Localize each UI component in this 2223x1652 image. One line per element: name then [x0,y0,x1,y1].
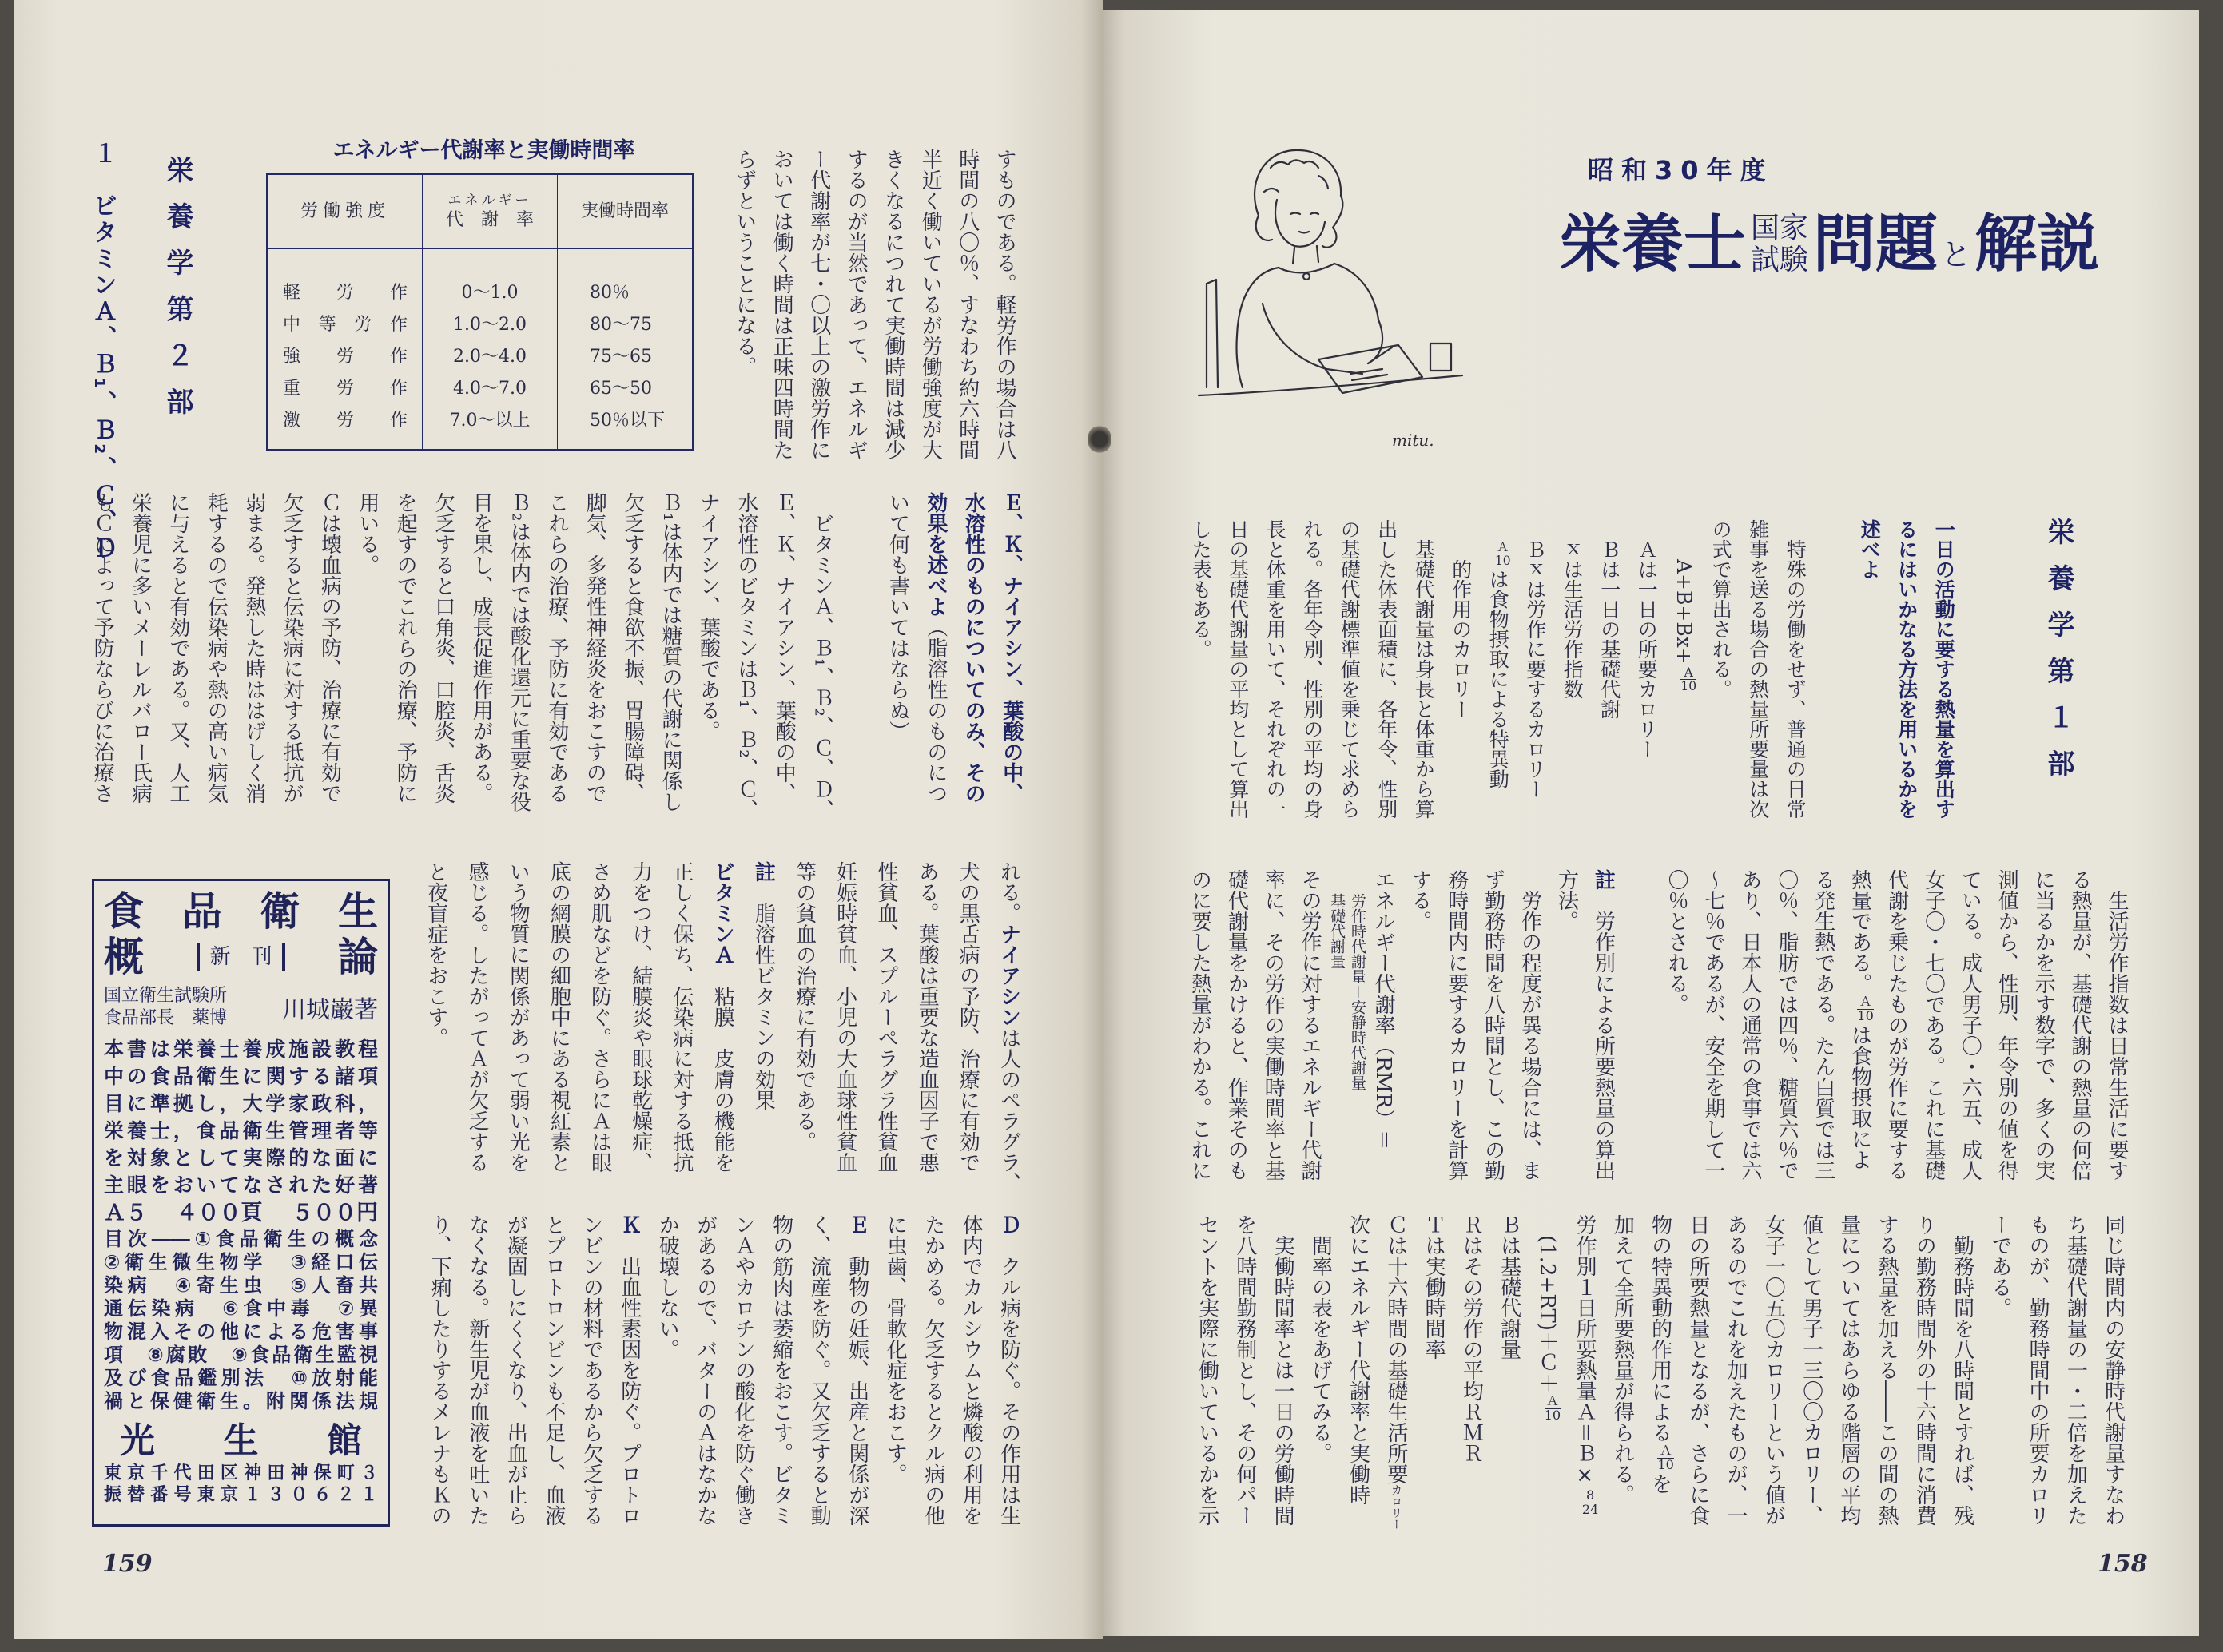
text-segment: 熱量である。 [1847,869,1872,994]
header-energy-line2: 代 謝 率 [445,209,534,230]
working-time-rate-cell: 80～75 [558,307,694,339]
text-column: とプロトロンビンも不足し、血液 [541,1214,566,1526]
text-column: Ｂは一日の基礎代謝 [1597,519,1621,719]
article-title [1559,206,2099,283]
text-column: 耗するので伝染病や熱の高い病気 [204,492,229,804]
fraction-numerator: 8 [1582,1489,1599,1503]
fraction-denominator: 基礎代謝量 [1328,893,1346,969]
metabolism-rate-cell: 2.0～4.0 [423,339,558,371]
affiliation-line: 国立衛生試験所 [104,986,228,1006]
text-column: に虫歯、骨軟化症をおこす。 [883,1214,908,1484]
ad-contents [104,1228,378,1413]
text-column: ｘは生活労作指数 [1561,519,1585,699]
section-header: 栄養学第２部 [161,156,193,434]
text-column: Ｅ、Ｋ、ナイアシン、葉酸の中、 [772,492,797,804]
text-column: 測値から、性別、年令別の値を得 [1994,869,2019,1181]
ad-line: を対象として実際的な面に [104,1146,378,1170]
emphasis-text: Ｄ [996,1214,1021,1235]
ad-specs [104,1199,378,1228]
fraction-denominator: 10 [1657,1456,1674,1472]
text-column: 性貧血、スプルーペラグラ性貧血 [874,861,898,1173]
text-column: おいては働く時間は正味四時間た [770,149,794,460]
fraction-denominator: 10 [1680,679,1697,694]
text-column: する。 [1407,869,1432,931]
fraction [1544,1392,1561,1423]
header-energy-line1: エネルギー [447,192,532,208]
page-number-left: 159 [102,1550,153,1578]
text-column [1925,519,1963,819]
text-column: なくなる。新生児が血液を吐いた [465,1214,490,1526]
ad-description [104,1036,378,1199]
text-column: らずということになる。 [732,149,757,377]
text-column: 〇％とされる。 [1664,869,1689,1015]
header-working-time-rate: 実働時間率 [558,174,694,249]
emphasis-text: 水溶性のものについてのみ、その [961,492,986,804]
table-header-row [268,174,694,249]
illustration-woman-writing [1183,120,1486,463]
text-column: ンＡやカロチンの酸化を防ぐ働き [731,1214,756,1526]
text-column: ンビンの材料であるから欠乏する [579,1214,604,1526]
text-column [610,1214,648,1526]
text-column: Ａは一日の所要カロリー [1635,519,1659,759]
fraction-numerator: A [1680,666,1696,680]
text-column: 水溶性のビタミンはＢ₁、Ｂ₂、Ｃ、 [734,492,758,820]
text-column: 方法。 [1554,869,1579,931]
metabolism-rate-cell: 1.0～2.0 [423,307,558,339]
ad-line: 通伝染病 ⑥食中毒 ⑦異 [104,1297,378,1320]
metabolism-rate-cell: 4.0～7.0 [423,371,558,403]
labor-intensity-cell: 中等労作 [283,314,408,335]
text-column: 生活労作指数は日常生活に要す [2104,869,2129,1181]
text-column: ず勤務時間を八時間とし、この勤 [1481,869,1505,1181]
text-column: 基礎代謝量は身長と体重から算 [1412,519,1436,819]
ad-line: 栄養士，食品衛生管理者等 [104,1119,378,1142]
labor-intensity-cell: 激労作 [283,410,408,431]
title-part2: 問題 [1813,208,1939,280]
text-column: 犬の黒舌病の予防、治療に有効で [956,861,980,1173]
text-column: 量についてはあらゆる階層の平均 [1836,1214,1861,1526]
books [1207,280,1218,387]
text-column: ち基礎代謝量の一・二倍を加えた [2063,1214,2088,1526]
working-time-rate-cell: 50％以下 [558,403,694,451]
table-title: エネルギー代謝率と実働時間率 [332,138,635,163]
text-column: Ｒはその労作の平均ＲＭＲ [1459,1214,1484,1463]
title-stack [1751,212,1808,276]
text-column: あるのでこれを加えたものが、一 [1724,1214,1748,1526]
text-segment: クル病を防ぐ。その作用は生 [996,1235,1021,1526]
cup [1430,344,1451,371]
text-column: Ｂ₁は体内では糖質の代謝に関係し [658,492,683,812]
ad-line: 染病 ④寄生虫 ⑤人畜共 [104,1274,378,1297]
text-column: か破壊しない。 [655,1214,680,1360]
text-column [702,861,742,1173]
text-segment: 脂溶性ビタミンの効果 [751,882,776,1110]
text-column: いて何も書いてはならぬ） [885,492,910,741]
text-column: ビタミンＡ、Ｂ₁、Ｂ₂、Ｃ、Ｄ、 [809,492,834,820]
text-column [992,492,1029,804]
text-column: 特殊の労働をせず、普通の日常 [1784,519,1807,819]
text-column: を起すのでこれらの治療、予防に [393,492,418,804]
text-column: 力をつけ、結膜炎や眼球乾燥症、 [628,861,653,1173]
text-column: 等の貧血の治療に有効である。 [792,861,817,1152]
binding-hole [1088,425,1112,454]
ad-publisher: 光生館 [120,1420,362,1461]
text-column [1479,519,1517,789]
text-column: すものである。軽労作の場合は八 [992,149,1017,460]
text-column: り、下痢したりするメレナもＫの [428,1214,452,1526]
spec-price: ５００円 [292,1201,378,1225]
face [1275,200,1325,247]
text-column: これらの治療、予防に有効である [544,492,569,804]
emphasis-text: 註 [751,861,776,882]
text-column: 出した体表面積に、各年令、性別 [1374,519,1398,819]
text-column: いう物質に関係があって弱い光を [506,861,531,1173]
emphasis-text: 一日の活動に要する熱量を算出す [1932,519,1956,819]
fraction [1582,1489,1599,1517]
text-column: があるので、バターのＡはなかな [693,1214,718,1526]
title-stack-bottom: 試験 [1751,244,1809,276]
text-column [1664,519,1702,694]
ad-line: 中の食品衛生に関する諸項 [104,1065,378,1088]
ad-line: 項 ⑧腐敗 ⑨食品衛生監視 [104,1344,378,1366]
page-number-right: 158 [2098,1550,2148,1578]
text-column: もＣによって予防ならびに治療さ [90,492,115,804]
text-column: エネルギー代謝率（RMR）＝ [1370,869,1395,1150]
text-column: く、流産を防ぐ。又欠乏すると動 [807,1214,832,1526]
ad-line: 本書は栄養士養成施設教程 [104,1038,378,1061]
text-segment: れる。 [996,861,1021,923]
ad-line: 東京千代田区神田神保町３ [104,1463,378,1483]
text-column [1851,519,1888,579]
text-column: ーである。 [1987,1214,2012,1318]
text-column: あり、日本人の通常の食事では六 [1737,869,1762,1181]
text-segment: （脂溶性のものにつ [923,617,948,804]
text-column: 女子〇・七〇である。これに基礎 [1921,869,1946,1181]
fraction-denominator: 24 [1581,1501,1599,1517]
ad-line: ②衛生微生物学 ③経口伝 [104,1251,378,1273]
text-column [989,1214,1028,1526]
text-column: Ｂは基礎代謝量 [1497,1214,1521,1360]
text-segment: 出血性素因を防ぐ。プロトロ [617,1235,642,1526]
title-part1: 栄養士 [1559,208,1747,280]
text-column: ー代謝率が七・〇以上の激労作に [806,149,831,460]
text-column: 用いる。 [355,492,380,575]
hair [1255,150,1342,248]
text-column: Ｔは実働時間率 [1422,1214,1446,1360]
text-column: 欠乏すると口角炎、口腔炎、舌炎 [431,492,455,804]
text-column: 加えて全所要熱量が得られる。 [1610,1214,1635,1505]
text-column: 礎代謝量をかけると、作業そのも [1224,869,1249,1181]
fraction-numerator: Ａ [1545,1395,1561,1409]
text-column: れる。各年令別、性別の平均の身 [1300,519,1324,819]
affiliation-line: 食品部長 薬博 [104,1008,228,1028]
fraction [1857,995,1874,1023]
spec-pages: ４００頁 [176,1201,263,1225]
text-segment: Ｃは十六時間の基礎生活所要 [1383,1214,1408,1484]
emphasis-text: ビタミンＡ [710,861,735,965]
text-column: 底の網膜の細胞中にある視紅素と [547,861,571,1173]
text-column [1377,1214,1414,1530]
text-column: 弱まる。発熱した時ははげしく消 [241,492,266,804]
text-column: さめ肌などを防ぐ。さらにＡは眼 [587,861,612,1173]
text-column: きくなるにつれて実働時間は減少 [881,149,905,460]
ad-line: 目に準拠し，大学家政科， [104,1092,378,1115]
text-column: 日の所要熱量となるが、さらに食 [1685,1214,1710,1526]
ad-line: 目次――①食品衛生の概念 [104,1228,378,1250]
text-column [1887,519,1925,819]
text-column: 務時間内に要するカロリーを計算 [1444,869,1469,1181]
ad-title-row2 [104,934,378,980]
ad-address [104,1463,378,1506]
text-column: たかめる。欠乏するとクル病の他 [921,1214,945,1526]
fraction [1657,1444,1674,1472]
text-segment: は食物摂取によ [1847,1024,1872,1170]
metabolism-rate-cell: 7.0～以上 [423,403,558,451]
text-segment: カロリー [1389,1484,1402,1531]
text-column: 雑事を送る場合の熱量所要量は次 [1746,519,1770,819]
title-stack-top: 国家 [1751,212,1809,244]
labor-intensity-cell: 強労作 [283,346,408,367]
new-publication-badge: 新 刊 [197,943,284,971]
emphasis-text: Ｅ [845,1214,869,1235]
ad-line: 振替番号東京１３０６２１ [104,1485,378,1505]
text-column [742,861,783,1110]
text-column: 感じる。したがってＡが欠乏する [465,861,489,1173]
fraction-denominator: 10 [1857,1007,1874,1023]
text-column: した表もある。 [1189,519,1213,659]
text-column: 〜七％であるが、安全を期して一 [1701,869,1726,1181]
text-column: その労作に対するエネルギー代謝 [1298,869,1322,1181]
text-column: ある。葉酸は重要な造血因子で悪 [915,861,940,1173]
text-column: 日の基礎代謝量の平均として算出 [1226,519,1250,819]
text-column [954,492,992,804]
ad-line: 禍と保健衛生。附関係法規 [104,1390,378,1412]
text-column: Ｂ₂は体内では酸化還元に重要な役 [507,492,531,812]
text-column: するのが当然であって、エネルギ [844,149,869,460]
neck-collar [1279,246,1334,272]
working-time-rate-cell: 80％ [558,249,694,308]
fraction-denominator: 10 [1544,1407,1561,1423]
desk [1199,375,1462,395]
text-column: ナイアシン、葉酸である。 [696,492,721,741]
text-column: 欠乏すると食欲不振、胃腸障碍、 [620,492,645,804]
text-column [988,861,1028,1193]
text-segment: は人のペラグラ、 [996,1027,1021,1193]
text-column: 〇％、脂肪では四％、糖質六％で [1774,869,1799,1181]
text-column: 実働時間率とは一日の労働時間 [1271,1214,1295,1526]
text-column: 目を果し、成長促進作用がある。 [469,492,494,804]
metabolism-rate-cell: 0～1.0 [423,249,558,308]
text-column: に当るかを示す数字で、多くの実 [2031,869,2056,1181]
ad-author: 川城巌著 [282,996,378,1024]
text-column: 妊娠時貧血、小児の大血球性貧血 [833,861,857,1173]
text-column: を八時間勤務制とし、その何パー [1232,1214,1257,1526]
text-segment: を [1648,1473,1672,1495]
emphasis-text: 述べよ [1858,519,1882,579]
text-column: 脚気、多発性神経炎をおこすので [583,492,607,804]
text-column: ものが、勤務時間中の所要カロリ [2026,1214,2050,1526]
text-column: Ｃは壊血病の予防、治療に有効で [317,492,342,804]
fraction-numerator: Ａ [1495,541,1511,554]
emphasis-text: Ｅ、Ｋ、ナイアシン、葉酸の中、 [999,492,1024,804]
table-row [268,339,694,371]
table-row [268,371,694,403]
text-segment: 粘膜 皮膚の機能を [710,965,735,1173]
ad-title-left: 概 [104,934,144,980]
labor-intensity-cell: 重労作 [283,378,408,399]
text-column: 正しく保ち、伝染病に対する抵抗 [670,861,694,1173]
year-label: 昭和30年度 [1588,155,1774,185]
text-column: 同じ時間内の安静時代謝量すなわ [2101,1214,2126,1526]
table-row [268,249,694,308]
body [1236,264,1378,387]
text-column [837,1214,876,1526]
formula-fraction [1327,893,1366,1090]
fraction-numerator: 労作時代謝量－安静時代謝量 [1346,893,1366,1090]
energy-metabolism-table [266,173,694,451]
text-column [1640,1214,1678,1495]
title-part3: 解説 [1974,208,2100,280]
text-segment: 労作別１日所要熱量Ａ＝Ｂ× [1573,1214,1597,1488]
arm [1263,304,1382,374]
emphasis-text: ナイアシン [996,923,1021,1027]
text-segment: 労作別による所要熱量の算出 [1591,890,1616,1181]
text-column: の式で算出される。 [1709,519,1733,699]
text-column: と夜盲症をおこす。 [424,861,448,1048]
text-column: 体内でカルシウムと燐酸の利用を [959,1214,984,1526]
text-column [1584,869,1621,1181]
text-column: Ｂｘは労作に要するカロリー [1523,519,1547,799]
book-advertisement [92,879,390,1527]
fraction [1680,666,1696,693]
fraction [1495,541,1511,568]
text-segment: A+B+Bx+ [1672,519,1696,665]
title-particle: と [1941,236,1972,272]
emphasis-text: 効果を述べよ [923,492,948,617]
text-column: 間率の表をあげてみる。 [1308,1214,1333,1463]
text-column [1565,1214,1603,1519]
text-segment: (1.2+RT)＋Ｃ＋ [1534,1214,1559,1393]
text-column: 労作の程度が異る場合には、ま [1517,869,1542,1181]
text-column: りの勤務時間外の十六時間に消費 [1912,1214,1937,1526]
text-column [917,492,954,804]
text-column: ている。成人男子〇・六五、成人 [1958,869,1982,1181]
ad-title: 食品衛生 [104,888,378,935]
topic-heading: １ ビタミンＡ、Ｂ₁、Ｂ₂、Ｃ、Ｄ [89,141,117,562]
labor-intensity-cell: 軽労作 [283,282,408,303]
emphasis-text: 註 [1591,869,1616,890]
emphasis-text: Ｋ [617,1214,642,1235]
illustration-signature: mitu. [1392,431,1434,450]
text-column [1841,869,1878,1170]
text-column: 値として男子一三〇〇カロリー、 [1799,1214,1823,1526]
text-column: の基礎代謝標準値を乗じて求めら [1338,519,1362,819]
text-column: 栄養児に多いメーレルバロー氏病 [128,492,153,804]
fraction-numerator: Ａ [1857,995,1874,1010]
ad-author-row [104,985,378,1030]
text-segment: 物の特異動的作用による [1648,1214,1672,1443]
text-column: 半近く働いているが労働強度が大 [918,149,943,460]
text-column: 的作用のカロリー [1449,519,1473,719]
text-column: に与えると有効である。又、人工 [165,492,190,804]
text-segment: は食物摂取による特異動 [1486,569,1510,789]
fraction-numerator: Ａ [1657,1444,1674,1459]
text-column: る熱量が、基礎代謝の熱量の何倍 [2068,869,2093,1181]
text-column: 率に、その労作の実働時間率と基 [1261,869,1286,1181]
text-column: る発生熱である。たん白質では三 [1811,869,1835,1181]
ad-line: 主眼をおいてなされた好著 [104,1173,378,1197]
text-column: 欠乏すると伝染病に対する抵抗が [280,492,304,804]
header-energy-metabolism-rate [423,174,558,249]
text-column: 代謝を乗じたものが労作に要する [1884,869,1909,1181]
spec-size: Ａ５ [104,1201,147,1225]
table-row [268,403,694,451]
section-header-right: 栄養学第１部 [2042,518,2074,796]
emphasis-text: るにはいかなる方法を用いるかを [1895,519,1919,819]
text-column: 物の筋肉は萎縮をおこす。ビタミ [769,1214,793,1526]
text-column: 長と体重を用いて、それぞれの一 [1263,519,1287,819]
text-column: が凝固しにくくなり、出血が止ら [503,1214,528,1526]
text-column: する熱量を加える――この間の熱 [1875,1214,1899,1526]
ad-title-right: 論 [337,934,378,980]
text-column: 勤務時間を八時間とすれば、残 [1950,1214,1974,1526]
text-column [1528,1214,1565,1424]
text-segment [1486,519,1509,539]
ad-line: 物混入その他による危害事 [104,1320,378,1343]
ad-affiliation [104,985,227,1030]
text-column: のに要した熱量がわかる。これに [1187,869,1212,1181]
working-time-rate-cell: 65～50 [558,371,694,403]
fraction-denominator: 10 [1494,554,1511,569]
text-column: 女子一〇五〇カロリーという値が [1761,1214,1786,1526]
text-column: 時間の八〇％、すなわち約六時間 [955,149,980,460]
text-segment: 動物の妊娠、出産と関係が深 [845,1235,869,1526]
text-column: セントを実際に働いているかを示 [1195,1214,1219,1526]
table-row [268,307,694,339]
ad-line: 及び食品鑑別法 ⑩放射能 [104,1367,378,1389]
working-time-rate-cell: 75～65 [558,339,694,371]
text-column: 次にエネルギー代謝率と実働時 [1346,1214,1370,1505]
header-labor-intensity: 労働強度 [268,174,423,249]
